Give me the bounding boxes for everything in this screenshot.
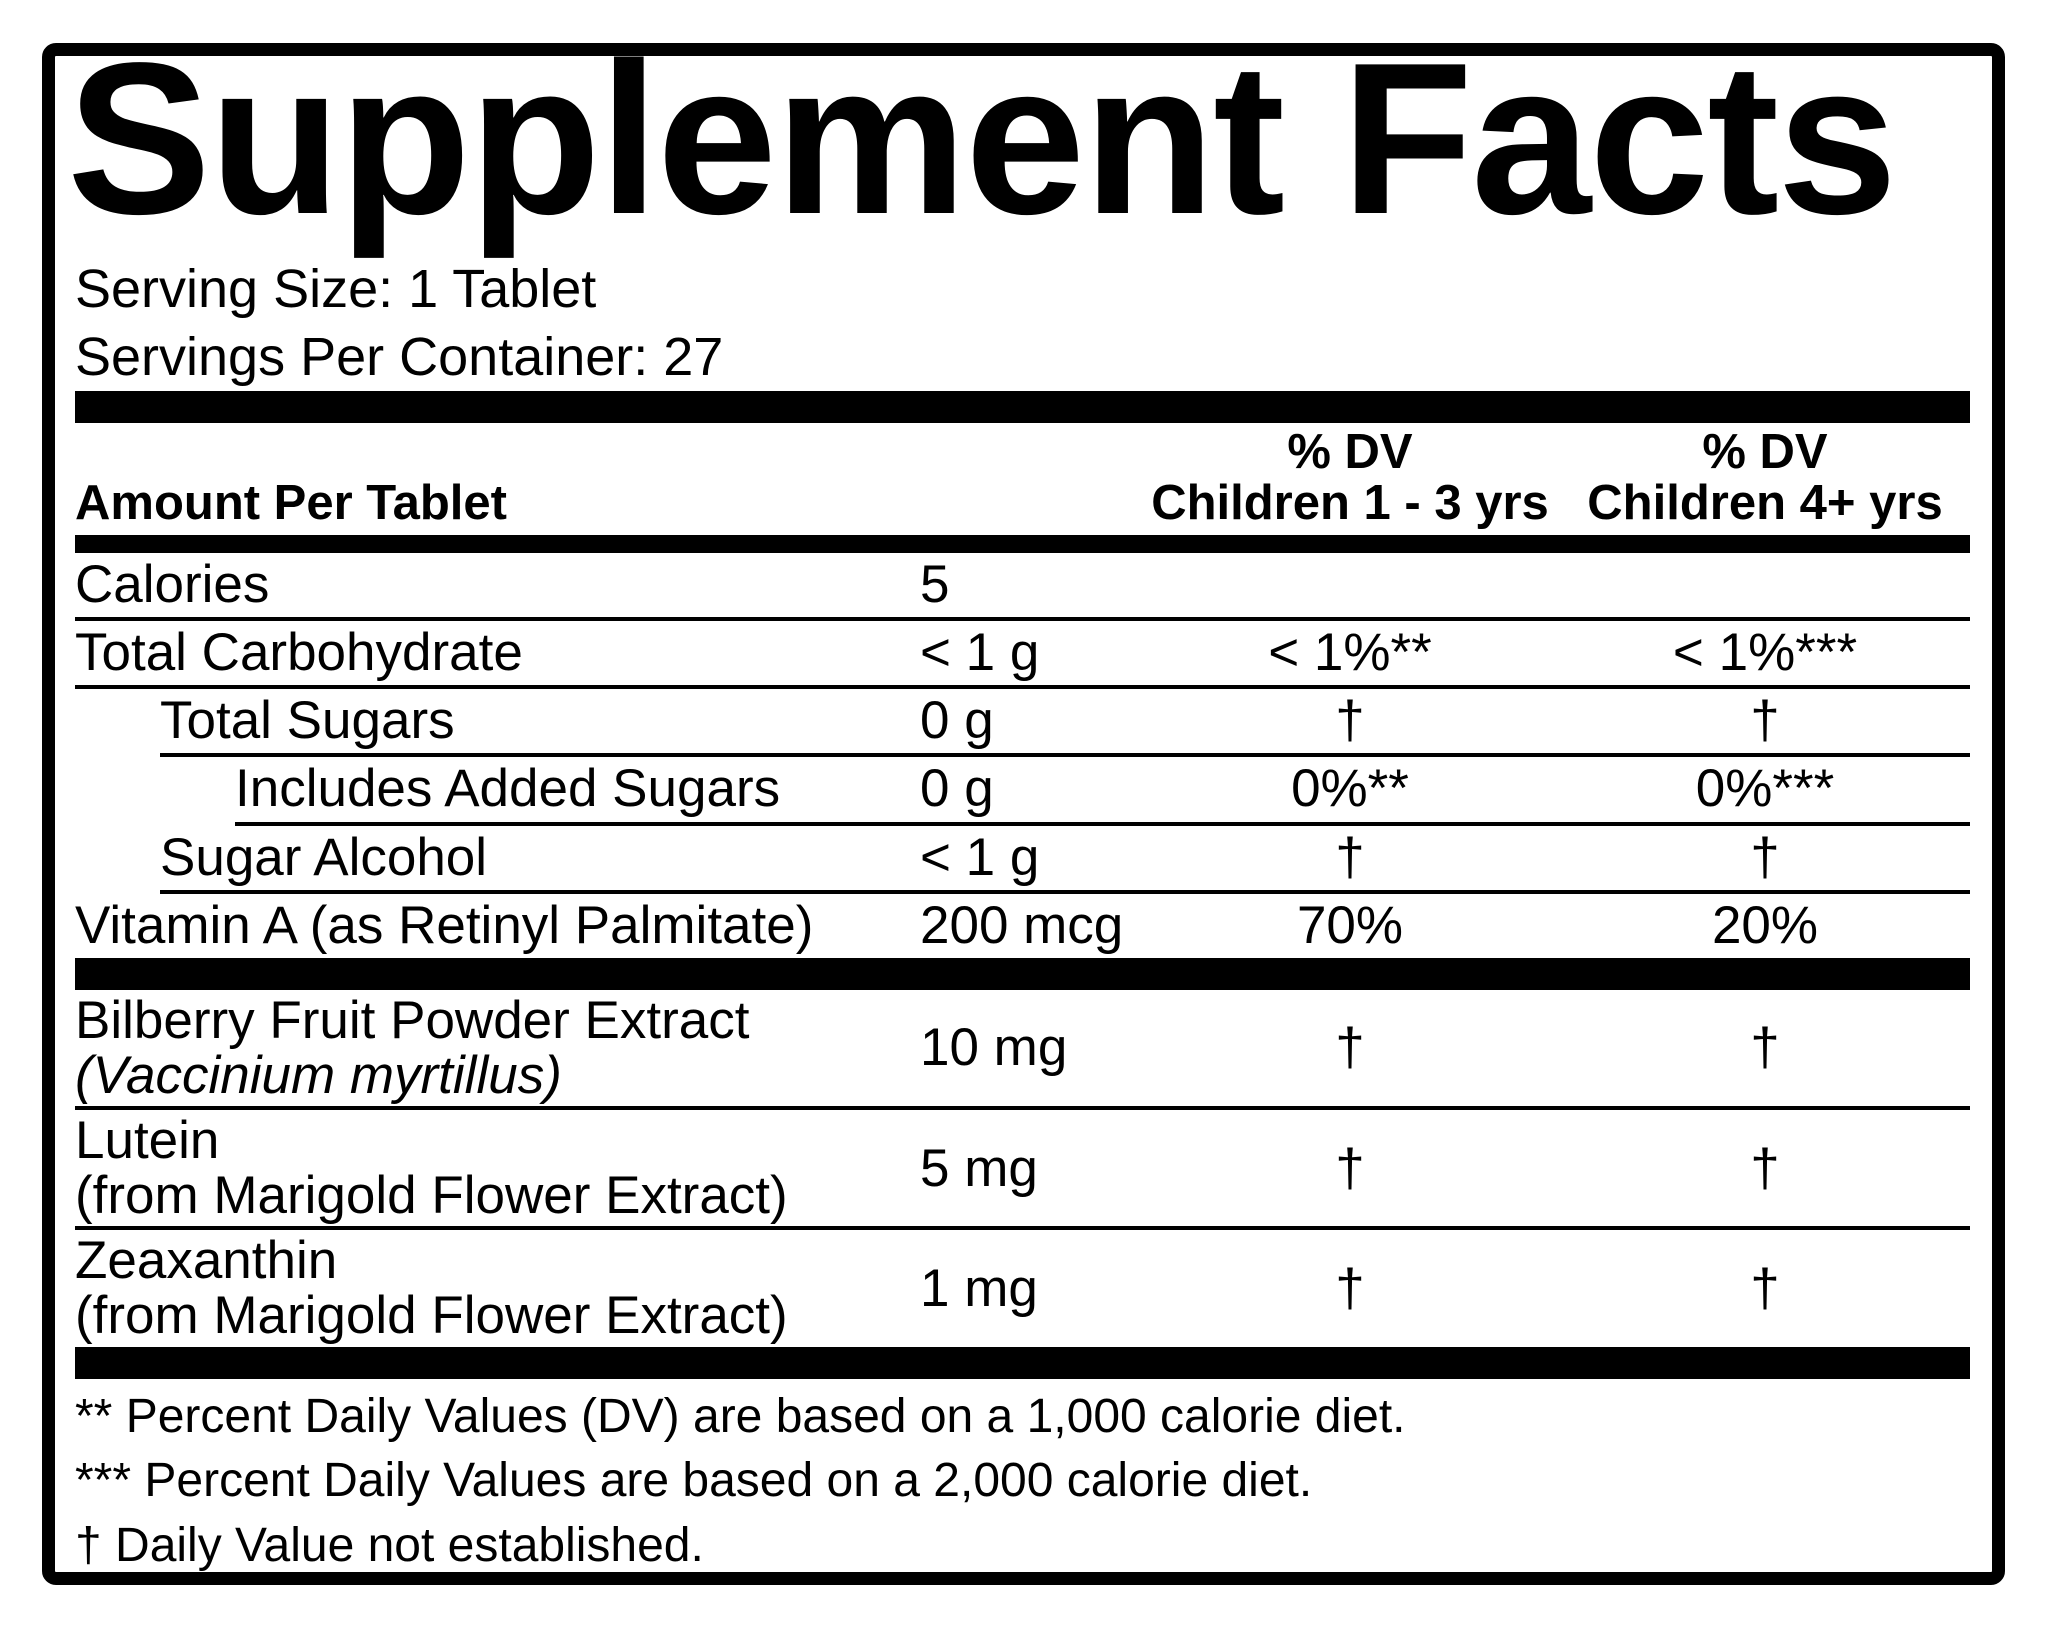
row-botanical-name: (Vaccinium myrtillus) — [75, 1046, 562, 1106]
table-row-calories — [75, 553, 1970, 617]
table-row-total-carbohydrate — [75, 621, 1970, 685]
divider-bar-header — [75, 535, 1970, 553]
table-row-added-sugars — [75, 757, 1970, 821]
row-name: Bilberry Fruit Powder Extract (Vaccinium myrtillus) — [75, 993, 920, 1103]
serving-info — [75, 256, 1970, 391]
row-amount: 1 mg — [920, 1258, 1038, 1318]
row-dv2: † — [1750, 827, 1780, 887]
row-dv2: 0%*** — [1695, 759, 1835, 819]
dv-children-4plus-header: % DV Children 4+ yrs — [1587, 425, 1943, 530]
row-name: Includes Added Sugars — [235, 759, 781, 819]
table-header-row — [75, 423, 1970, 535]
row-dv2: † — [1750, 1018, 1780, 1078]
table-row-total-sugars — [75, 689, 1970, 753]
row-amount: 0 g — [920, 691, 994, 751]
row-name: Sugar Alcohol — [160, 827, 488, 887]
row-dv1: 0%** — [1291, 759, 1409, 819]
row-name: Calories — [75, 554, 270, 614]
row-dv2: † — [1750, 691, 1780, 751]
row-dv1: † — [1335, 1138, 1365, 1198]
row-dv1: † — [1335, 691, 1365, 751]
row-amount: < 1 g — [920, 623, 1040, 683]
row-dv1: < 1%** — [1268, 623, 1432, 683]
row-dv1: † — [1335, 827, 1365, 887]
footnote-dagger: † Daily Value not established. — [75, 1519, 704, 1573]
row-dv2: < 1%*** — [1672, 623, 1858, 683]
row-source-name: (from Marigold Flower Extract) — [75, 1286, 788, 1346]
row-dv2: † — [1750, 1138, 1780, 1198]
footnote-dv-1000: ** Percent Daily Values (DV) are based on a 1,000 calorie diet. — [75, 1389, 1406, 1443]
table-row-lutein — [75, 1110, 1970, 1226]
row-dv2: † — [1750, 1258, 1780, 1318]
row-dv1: † — [1335, 1018, 1365, 1078]
row-source-name: (from Marigold Flower Extract) — [75, 1166, 788, 1226]
row-amount: 5 mg — [920, 1138, 1038, 1198]
row-name: Total Carbohydrate — [75, 623, 523, 683]
row-amount: 10 mg — [920, 1018, 1068, 1078]
row-name: Vitamin A (as Retinyl Palmitate) — [75, 895, 814, 955]
row-amount: 5 — [920, 554, 950, 614]
divider-bar-bottom — [75, 1347, 1970, 1379]
row-name: Zeaxanthin (from Marigold Flower Extract) — [75, 1233, 920, 1343]
table-row-sugar-alcohol — [75, 826, 1970, 890]
row-dv1: † — [1335, 1258, 1365, 1318]
footnotes — [75, 1391, 1970, 1573]
table-row-zeaxanthin — [75, 1230, 1970, 1346]
row-amount: 200 mcg — [920, 895, 1124, 955]
servings-per-container-line: Servings Per Container: 27 — [75, 326, 724, 387]
serving-size-line: Serving Size: 1 Tablet — [75, 259, 597, 319]
divider-bar-top — [75, 391, 1970, 423]
dv-children-1-3-header: % DV Children 1 - 3 yrs — [1151, 425, 1549, 530]
row-dv2: 20% — [1711, 895, 1819, 955]
divider-bar-mid — [75, 958, 1970, 990]
row-amount: 0 g — [920, 759, 994, 819]
table-row-vitamin-a — [75, 894, 1970, 958]
amount-per-tablet-header: Amount Per Tablet — [75, 475, 507, 530]
row-dv1: 70% — [1296, 895, 1404, 955]
row-name: Total Sugars — [160, 691, 455, 751]
table-row-bilberry — [75, 990, 1970, 1106]
supplement-label-box — [42, 43, 2005, 1585]
footnote-dv-2000: *** Percent Daily Values are based on a 2,000 calorie diet. — [75, 1454, 1313, 1508]
row-amount: < 1 g — [920, 827, 1040, 887]
row-name: Lutein (from Marigold Flower Extract) — [75, 1113, 920, 1223]
page-title: Supplement Facts — [67, 43, 1896, 259]
